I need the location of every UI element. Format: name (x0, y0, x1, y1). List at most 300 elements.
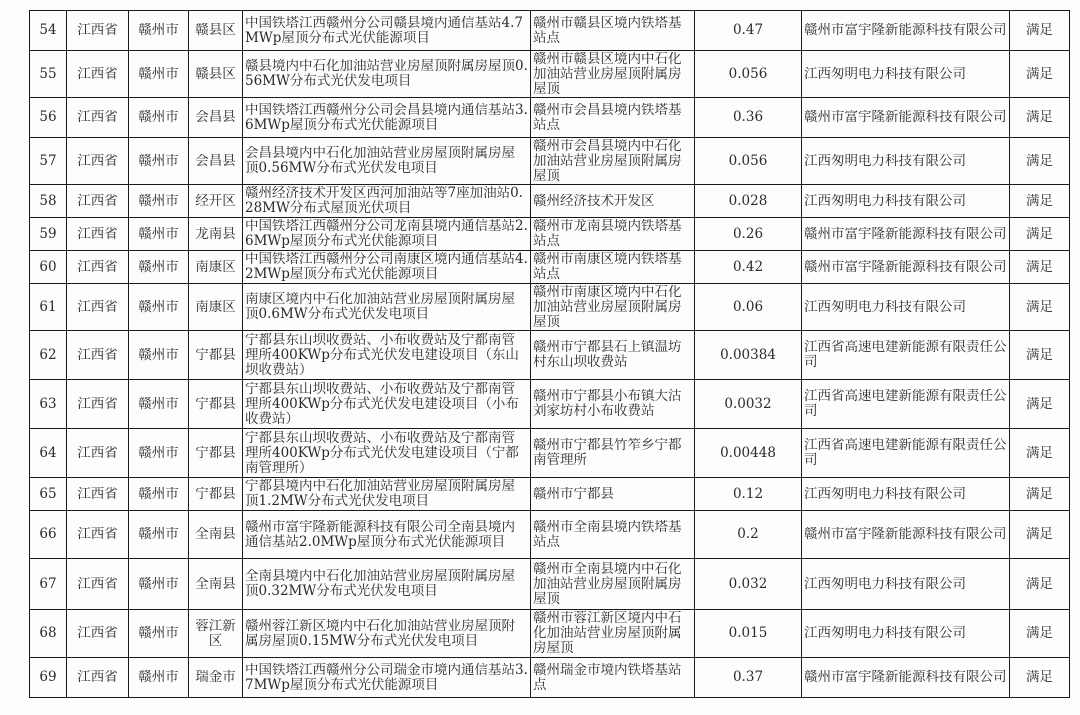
status-cell-text: 满足 (1026, 445, 1053, 461)
province-cell-text: 江西省 (77, 396, 118, 412)
capacity-cell (695, 658, 802, 698)
city-cell (129, 658, 189, 698)
province-cell-text: 江西省 (77, 153, 118, 169)
row-number-cell (30, 11, 67, 51)
table-row (30, 251, 1070, 284)
county-cell-text: 赣县区 (195, 23, 236, 38)
row-number-cell-text: 60 (39, 259, 57, 275)
city-cell-text: 赣州市 (138, 445, 179, 461)
province-cell-text: 江西省 (77, 259, 118, 275)
county-cell (189, 185, 243, 218)
city-cell (129, 51, 189, 98)
row-number-cell-text: 59 (39, 226, 57, 242)
status-cell-text: 满足 (1026, 259, 1053, 275)
status-cell-text: 满足 (1026, 486, 1053, 502)
capacity-cell (695, 511, 802, 559)
project-name-cell (243, 610, 531, 658)
project-name-cell-text: 中国铁塔江西赣州分公司会昌县境内通信基站3.6MWp屋顶分布式光伏能源项目 (245, 102, 528, 133)
row-number-cell-text: 65 (39, 486, 57, 502)
location-cell (531, 331, 695, 380)
status-cell-text: 满足 (1026, 153, 1053, 169)
city-cell-text: 赣州市 (138, 527, 179, 542)
status-cell (1010, 478, 1070, 511)
location-cell (531, 559, 695, 610)
city-cell-text: 赣州市 (138, 66, 179, 82)
company-cell (802, 251, 1010, 284)
row-number-cell (30, 380, 67, 429)
province-cell-text: 江西省 (77, 110, 118, 125)
status-cell-text: 满足 (1026, 670, 1053, 685)
province-cell (67, 429, 129, 478)
company-cell (802, 51, 1010, 98)
county-cell-text: 宁都县 (195, 396, 236, 412)
county-cell-text: 会昌县 (195, 110, 236, 125)
table-row (30, 380, 1070, 429)
city-cell-text: 赣州市 (138, 626, 179, 641)
row-number-cell-text: 68 (39, 626, 57, 641)
company-cell-text: 江西匆明电力科技有限公司 (804, 486, 966, 502)
city-cell-text: 赣州市 (138, 396, 179, 412)
county-cell (189, 610, 243, 658)
province-cell (67, 511, 129, 559)
project-table (29, 10, 1070, 698)
county-cell (189, 658, 243, 698)
city-cell-text: 赣州市 (138, 153, 179, 169)
capacity-cell-text: 0.26 (732, 226, 764, 242)
capacity-cell (695, 610, 802, 658)
project-name-cell (243, 511, 531, 559)
city-cell (129, 251, 189, 284)
row-number-cell-text: 57 (39, 153, 57, 169)
location-cell (531, 284, 695, 331)
location-cell (531, 218, 695, 251)
location-cell (531, 610, 695, 658)
company-cell-text: 江西匆明电力科技有限公司 (804, 153, 966, 169)
company-cell (802, 429, 1010, 478)
status-cell-text: 满足 (1026, 23, 1053, 38)
province-cell-text: 江西省 (77, 66, 118, 82)
province-cell-text: 江西省 (77, 576, 118, 592)
location-cell-text: 赣州市宁都县竹笮乡宁都南管理所 (533, 438, 682, 468)
row-number-cell-text: 63 (39, 396, 57, 412)
table-row (30, 51, 1070, 98)
status-cell (1010, 429, 1070, 478)
table-row (30, 559, 1070, 610)
county-cell-text: 宁都县 (195, 347, 236, 363)
county-cell-text: 南康区 (195, 299, 236, 315)
status-cell (1010, 380, 1070, 429)
status-cell (1010, 11, 1070, 51)
project-name-cell-text: 中国铁塔江西赣州分公司龙南县境内通信基站2.6MWp屋顶分布式光伏能源项目 (245, 219, 528, 249)
capacity-cell (695, 380, 802, 429)
company-cell-text: 江西匆明电力科技有限公司 (804, 66, 966, 82)
capacity-cell (695, 559, 802, 610)
city-cell (129, 185, 189, 218)
table-row (30, 218, 1070, 251)
capacity-cell-text: 0.36 (732, 110, 764, 125)
city-cell-text: 赣州市 (138, 576, 179, 592)
row-number-cell (30, 98, 67, 138)
province-cell (67, 98, 129, 138)
province-cell (67, 610, 129, 658)
location-cell-text: 赣州市全南县境内中石化加油站营业房屋顶附属房屋顶 (533, 561, 682, 607)
project-name-cell-text: 赣州市富宇隆新能源科技有限公司全南县境内通信基站2.0MWp屋顶分布式光伏能源项目 (245, 519, 515, 550)
location-cell (531, 185, 695, 218)
table-row (30, 185, 1070, 218)
location-cell-text: 赣州市会昌县境内铁塔基站点 (533, 102, 682, 133)
county-cell (189, 478, 243, 511)
row-number-cell-text: 56 (39, 110, 57, 125)
city-cell (129, 511, 189, 559)
company-cell (802, 511, 1010, 559)
table-row (30, 610, 1070, 658)
province-cell (67, 51, 129, 98)
capacity-cell (695, 284, 802, 331)
capacity-cell-text: 0.028 (728, 193, 768, 209)
company-cell (802, 218, 1010, 251)
project-name-cell (243, 185, 531, 218)
table-row (30, 138, 1070, 185)
row-number-cell (30, 429, 67, 478)
location-cell-text: 赣州市宁都县小布镇大沽刘家坊村小布收费站 (533, 389, 682, 419)
row-number-cell-text: 54 (39, 23, 57, 38)
status-cell (1010, 138, 1070, 185)
county-cell-text: 瑞金市 (195, 670, 236, 685)
province-cell (67, 251, 129, 284)
province-cell (67, 478, 129, 511)
city-cell (129, 138, 189, 185)
company-cell (802, 284, 1010, 331)
city-cell (129, 284, 189, 331)
project-name-cell (243, 11, 531, 51)
status-cell (1010, 98, 1070, 138)
location-cell (531, 429, 695, 478)
row-number-cell (30, 658, 67, 698)
location-cell-text: 赣州瑞金市境内铁塔基站点 (533, 662, 682, 693)
company-cell (802, 11, 1010, 51)
row-number-cell (30, 138, 67, 185)
capacity-cell (695, 11, 802, 51)
company-cell (802, 98, 1010, 138)
location-cell (531, 380, 695, 429)
city-cell-text: 赣州市 (138, 23, 179, 38)
project-name-cell (243, 138, 531, 185)
table-row (30, 511, 1070, 559)
status-cell-text: 满足 (1026, 347, 1053, 363)
province-cell-text: 江西省 (77, 226, 118, 242)
capacity-cell (695, 185, 802, 218)
location-cell (531, 11, 695, 51)
status-cell-text: 满足 (1026, 226, 1053, 242)
capacity-cell (695, 429, 802, 478)
project-name-cell-text: 赣县境内中石化加油站营业房屋顶附属房屋顶0.56MW分布式光伏发电项目 (245, 59, 528, 89)
capacity-cell-text: 0.00448 (720, 445, 776, 461)
location-cell (531, 478, 695, 511)
company-cell-text: 江西省高速电建新能源有限责任公司 (804, 340, 1007, 370)
status-cell-text: 满足 (1026, 576, 1053, 592)
row-number-cell-text: 61 (39, 299, 57, 315)
company-cell-text: 江西省高速电建新能源有限责任公司 (804, 389, 1007, 419)
table-row (30, 98, 1070, 138)
company-cell-text: 赣州市富宇隆新能源科技有限公司 (804, 527, 1007, 542)
capacity-cell-text: 0.2 (737, 527, 759, 542)
capacity-cell (695, 98, 802, 138)
row-number-cell-text: 69 (39, 670, 57, 685)
project-name-cell (243, 559, 531, 610)
location-cell (531, 51, 695, 98)
project-name-cell-text: 宁都县境内中石化加油站营业房屋顶附属房屋顶1.2MW分布式光伏发电项目 (245, 479, 515, 509)
city-cell-text: 赣州市 (138, 193, 179, 209)
table-row (30, 11, 1070, 51)
province-cell-text: 江西省 (77, 347, 118, 363)
row-number-cell-text: 62 (39, 347, 57, 363)
row-number-cell-text: 55 (39, 66, 57, 82)
province-cell-text: 江西省 (77, 23, 118, 38)
location-cell (531, 138, 695, 185)
status-cell-text: 满足 (1026, 527, 1053, 542)
province-cell-text: 江西省 (77, 626, 118, 641)
company-cell-text: 江西匆明电力科技有限公司 (804, 299, 966, 315)
county-cell-text: 会昌县 (195, 153, 236, 169)
capacity-cell-text: 0.12 (732, 486, 764, 502)
province-cell-text: 江西省 (77, 527, 118, 542)
capacity-cell-text: 0.056 (728, 153, 768, 169)
company-cell (802, 478, 1010, 511)
project-name-cell-text: 中国铁塔江西赣州分公司瑞金市境内通信基站3.7MWp屋顶分布式光伏能源项目 (245, 662, 528, 693)
county-cell-text: 全南县 (195, 527, 236, 542)
location-cell-text: 赣州市全南县境内铁塔基站点 (533, 519, 682, 550)
status-cell-text: 满足 (1026, 110, 1053, 125)
company-cell-text: 赣州市富宇隆新能源科技有限公司 (804, 259, 1007, 275)
status-cell (1010, 51, 1070, 98)
location-cell-text: 赣州经济技术开发区 (533, 193, 655, 209)
city-cell-text: 赣州市 (138, 347, 179, 363)
project-name-cell-text: 南康区境内中石化加油站营业房屋顶附属房屋顶0.6MW分布式光伏发电项目 (245, 292, 515, 322)
city-cell (129, 11, 189, 51)
location-cell (531, 251, 695, 284)
project-name-cell-text: 会昌县境内中石化加油站营业房屋顶附属房屋顶0.56MW分布式光伏发电项目 (245, 146, 515, 176)
status-cell (1010, 610, 1070, 658)
province-cell (67, 658, 129, 698)
capacity-cell (695, 331, 802, 380)
capacity-cell (695, 51, 802, 98)
company-cell-text: 江西省高速电建新能源有限责任公司 (804, 438, 1007, 468)
project-name-cell-text: 中国铁塔江西赣州分公司赣县境内通信基站4.7MWp屋顶分布式光伏能源项目 (245, 15, 523, 46)
company-cell (802, 380, 1010, 429)
capacity-cell-text: 0.032 (728, 576, 768, 592)
city-cell (129, 559, 189, 610)
row-number-cell (30, 251, 67, 284)
status-cell (1010, 658, 1070, 698)
county-cell (189, 284, 243, 331)
province-cell (67, 11, 129, 51)
company-cell-text: 江西匆明电力科技有限公司 (804, 576, 966, 592)
capacity-cell (695, 251, 802, 284)
county-cell (189, 218, 243, 251)
location-cell-text: 赣州市宁都县 (533, 486, 614, 502)
city-cell (129, 610, 189, 658)
capacity-cell-text: 0.00384 (720, 347, 776, 363)
province-cell (67, 331, 129, 380)
location-cell-text: 赣州市南康区境内铁塔基站点 (533, 252, 682, 282)
county-cell (189, 380, 243, 429)
capacity-cell-text: 0.42 (732, 259, 764, 275)
city-cell-text: 赣州市 (138, 110, 179, 125)
capacity-cell-text: 0.0032 (724, 396, 772, 412)
table-row (30, 284, 1070, 331)
province-cell-text: 江西省 (77, 193, 118, 209)
county-cell-text: 龙南县 (195, 226, 236, 242)
row-number-cell (30, 331, 67, 380)
project-name-cell (243, 478, 531, 511)
project-name-cell (243, 380, 531, 429)
status-cell-text: 满足 (1026, 299, 1053, 315)
project-name-cell-text: 宁都县东山坝收费站、小布收费站及宁都南管理所400KWp分布式光伏发电建设项目（小布收费站） (245, 381, 519, 427)
province-cell (67, 284, 129, 331)
location-cell-text: 赣州市宁都县石上镇温坊村东山坝收费站 (533, 340, 682, 370)
company-cell (802, 185, 1010, 218)
county-cell-text: 全南县 (195, 576, 236, 592)
capacity-cell-text: 0.47 (732, 23, 764, 38)
city-cell-text: 赣州市 (138, 670, 179, 685)
county-cell (189, 429, 243, 478)
status-cell (1010, 218, 1070, 251)
province-cell-text: 江西省 (77, 670, 118, 685)
row-number-cell-text: 66 (39, 527, 57, 542)
location-cell-text: 赣州市南康区境内中石化加油站营业房屋顶附属房屋顶 (533, 284, 682, 330)
project-name-cell (243, 658, 531, 698)
capacity-cell-text: 0.015 (728, 626, 768, 641)
project-name-cell (243, 51, 531, 98)
county-cell (189, 51, 243, 98)
table-row (30, 478, 1070, 511)
city-cell-text: 赣州市 (138, 299, 179, 315)
status-cell (1010, 511, 1070, 559)
province-cell-text: 江西省 (77, 299, 118, 315)
capacity-cell (695, 138, 802, 185)
status-cell-text: 满足 (1026, 66, 1053, 82)
location-cell-text: 赣州市蓉江新区境内中石化加油站营业房屋顶附属房屋顶 (533, 611, 682, 656)
project-name-cell (243, 284, 531, 331)
city-cell-text: 赣州市 (138, 486, 179, 502)
status-cell-text: 满足 (1026, 396, 1053, 412)
project-name-cell-text: 宁都县东山坝收费站、小布收费站及宁都南管理所400KWp分布式光伏发电建设项目（东山坝收费站） (245, 332, 519, 378)
status-cell (1010, 559, 1070, 610)
county-cell-text: 南康区 (195, 259, 236, 275)
province-cell (67, 559, 129, 610)
county-cell (189, 98, 243, 138)
row-number-cell (30, 559, 67, 610)
company-cell-text: 赣州市富宇隆新能源科技有限公司 (804, 23, 1007, 38)
row-number-cell (30, 610, 67, 658)
city-cell (129, 218, 189, 251)
province-cell (67, 218, 129, 251)
row-number-cell (30, 185, 67, 218)
location-cell (531, 658, 695, 698)
county-cell-text: 宁都县 (195, 445, 236, 461)
status-cell-text: 满足 (1026, 193, 1053, 209)
county-cell-text: 宁都县 (195, 486, 236, 502)
company-cell-text: 江西匆明电力科技有限公司 (804, 193, 966, 209)
row-number-cell-text: 67 (39, 576, 57, 592)
table-row (30, 429, 1070, 478)
row-number-cell (30, 51, 67, 98)
location-cell (531, 98, 695, 138)
capacity-cell-text: 0.06 (732, 299, 764, 315)
city-cell (129, 380, 189, 429)
province-cell-text: 江西省 (77, 486, 118, 502)
row-number-cell (30, 284, 67, 331)
company-cell (802, 559, 1010, 610)
table-row (30, 658, 1070, 698)
row-number-cell (30, 478, 67, 511)
project-name-cell (243, 429, 531, 478)
location-cell-text: 赣州市会昌县境内中石化加油站营业房屋顶附属房屋顶 (533, 138, 682, 184)
province-cell-text: 江西省 (77, 445, 118, 461)
project-name-cell (243, 331, 531, 380)
status-cell (1010, 185, 1070, 218)
county-cell (189, 11, 243, 51)
capacity-cell-text: 0.056 (728, 66, 768, 82)
company-cell-text: 江西匆明电力科技有限公司 (804, 626, 966, 641)
county-cell (189, 511, 243, 559)
location-cell-text: 赣州市龙南县境内铁塔基站点 (533, 219, 682, 249)
company-cell (802, 331, 1010, 380)
county-cell-text: 蓉江新区 (195, 618, 236, 649)
project-name-cell-text: 宁都县东山坝收费站、小布收费站及宁都南管理所400KWp分布式光伏发电建设项目（宁都南管理所） (245, 430, 519, 476)
company-cell (802, 610, 1010, 658)
project-name-cell-text: 赣州经济技术开发区西河加油站等7座加油站0.28MW分布式屋顶光伏项目 (245, 186, 523, 216)
location-cell-text: 赣州市赣县区境内铁塔基站点 (533, 15, 682, 46)
city-cell (129, 331, 189, 380)
row-number-cell (30, 218, 67, 251)
province-cell (67, 380, 129, 429)
county-cell-text: 赣县区 (195, 66, 236, 82)
county-cell (189, 138, 243, 185)
company-cell (802, 138, 1010, 185)
capacity-cell (695, 218, 802, 251)
company-cell-text: 赣州市富宇隆新能源科技有限公司 (804, 670, 1007, 685)
table-row (30, 331, 1070, 380)
company-cell-text: 赣州市富宇隆新能源科技有限公司 (804, 226, 1007, 242)
capacity-cell (695, 478, 802, 511)
project-name-cell (243, 98, 531, 138)
project-name-cell (243, 251, 531, 284)
status-cell-text: 满足 (1026, 626, 1053, 641)
city-cell (129, 429, 189, 478)
location-cell-text: 赣州市赣县区境内中石化加油站营业房屋顶附属房屋顶 (533, 51, 682, 97)
project-name-cell-text: 全南县境内中石化加油站营业房屋顶附属房屋顶0.32MW分布式光伏发电项目 (245, 569, 515, 599)
project-name-cell (243, 218, 531, 251)
capacity-cell-text: 0.37 (732, 670, 764, 685)
county-cell (189, 251, 243, 284)
province-cell (67, 138, 129, 185)
table-body (30, 11, 1070, 698)
status-cell (1010, 284, 1070, 331)
county-cell (189, 331, 243, 380)
location-cell (531, 511, 695, 559)
county-cell (189, 559, 243, 610)
row-number-cell-text: 58 (39, 193, 57, 209)
status-cell (1010, 331, 1070, 380)
city-cell-text: 赣州市 (138, 226, 179, 242)
row-number-cell-text: 64 (39, 445, 57, 461)
city-cell (129, 478, 189, 511)
province-cell (67, 185, 129, 218)
status-cell (1010, 251, 1070, 284)
county-cell-text: 经开区 (195, 193, 236, 209)
project-name-cell-text: 中国铁塔江西赣州分公司南康区境内通信基站4.2MWp屋顶分布式光伏能源项目 (245, 252, 528, 282)
